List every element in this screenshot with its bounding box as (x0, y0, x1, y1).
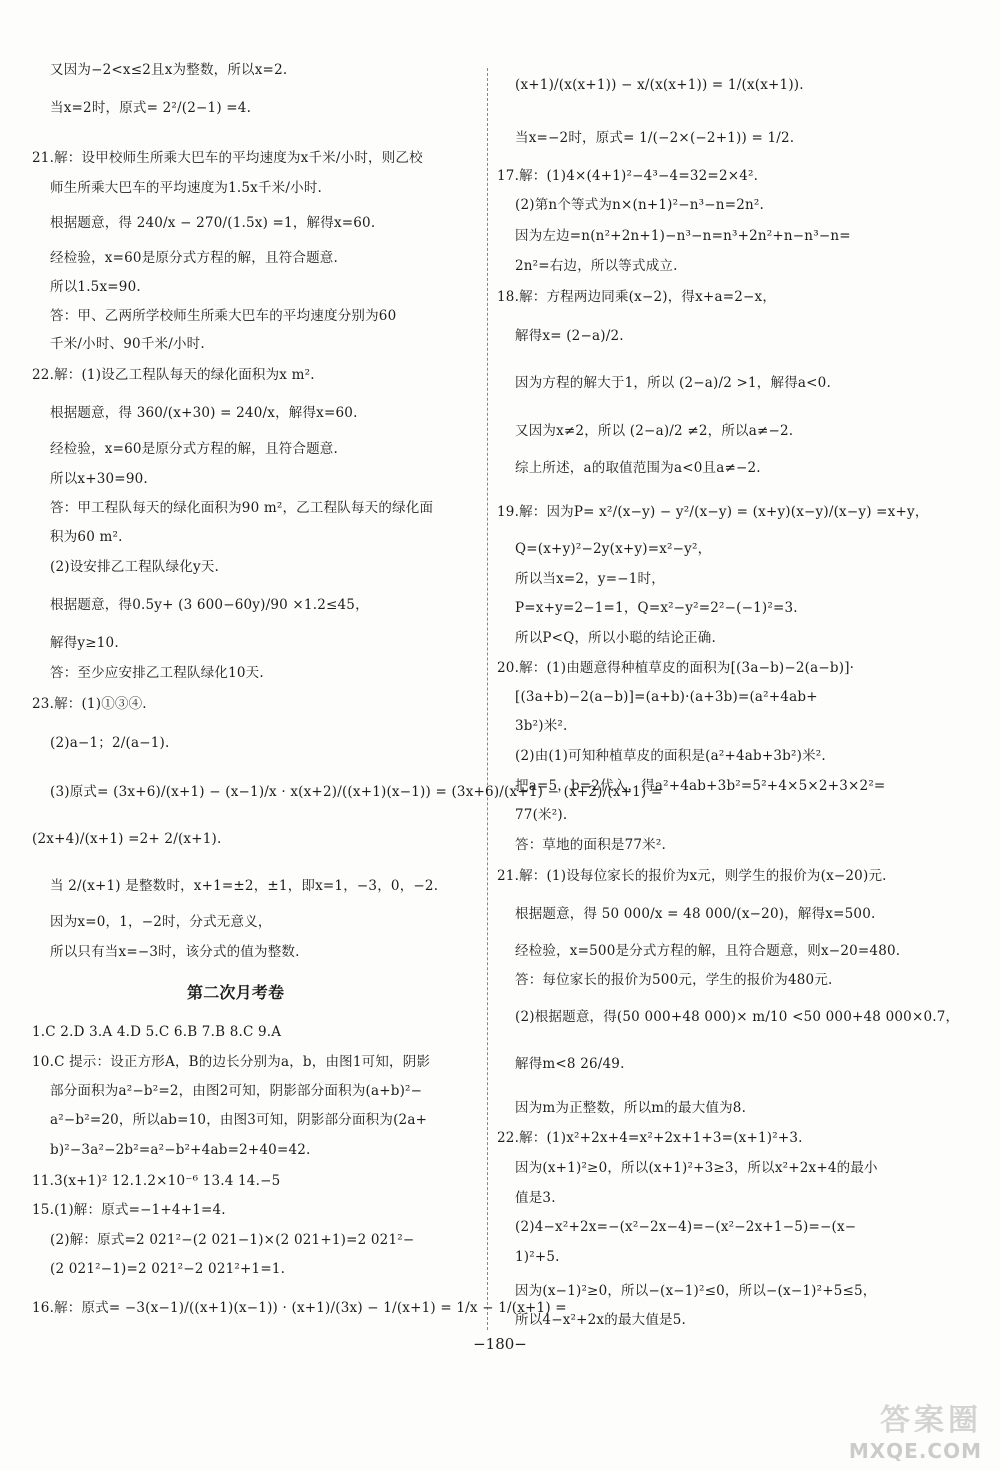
text-line: 因为左边=n(n²+2n+1)−n³−n=n³+2n²+n−n³−n= (515, 228, 851, 244)
text-line: 23.解：(1)①③④. (32, 696, 147, 712)
text-line: 所以只有当x=−3时，该分式的值为整数. (50, 944, 300, 960)
text-line: 所以1.5x=90. (50, 279, 141, 295)
text-line: (2)4−x²+2x=−(x²−2x−4)=−(x²−2x+1−5)=−(x− (515, 1219, 857, 1235)
text-line: 因为(x+1)²≥0，所以(x+1)²+3≥3，所以x²+2x+4的最小 (515, 1160, 878, 1176)
text-line: (2)a−1；2/(a−1). (50, 735, 170, 751)
text-line: (3)原式= (3x+6)/(x+1) − (x−1)/x · x(x+2)/((x+1)(x−1)) = (3x+6)/(x+1) − (x+2)/(x+1) = (50, 784, 663, 800)
text-line: 22.解：(1)设乙工程队每天的绿化面积为x m². (32, 367, 315, 383)
text-line: 所以当x=2，y=−1时， (515, 571, 665, 587)
text-line: 20.解：(1)由题意得种植草皮的面积为[(3a−b)−2(a−b)]· (497, 660, 855, 676)
text-line: 3b²)米². (515, 718, 568, 734)
text-line: 当x=−2时，原式= 1/(−2×(−2+1)) = 1/2. (515, 130, 795, 146)
text-line: a²−b²=20，所以ab=10，由图3可知，阴影部分面积为(2a+ (50, 1112, 428, 1128)
text-line: (2)解：原式=2 021²−(2 021−1)×(2 021+1)=2 021²− (50, 1232, 415, 1248)
text-line: 解得m<8 26/49. (515, 1056, 625, 1072)
column-divider (487, 68, 488, 1330)
text-line: 22.解：(1)x²+2x+4=x²+2x+1+3=(x+1)²+3. (497, 1130, 803, 1146)
text-line: 当 2/(x+1) 是整数时，x+1=±2，±1，即x=1，−3，0，−2. (50, 878, 439, 894)
text-line: 经检验，x=60是原分式方程的解，且符合题意. (50, 250, 338, 266)
text-line: 答：至少应安排乙工程队绿化10天. (50, 665, 264, 681)
text-line: 1)²+5. (515, 1249, 560, 1265)
text-line: 又因为−2<x≤2且x为整数，所以x=2. (50, 62, 288, 78)
text-line: 17.解：(1)4×(4+1)²−4³−4=32=2×4². (497, 168, 759, 184)
text-line: 值是3. (515, 1190, 556, 1206)
answer-line: 11.3(x+1)² 12.1.2×10⁻⁶ 13.4 14.−5 (32, 1173, 281, 1189)
text-line: b)²−3a²−2b²=a²−b²+4ab=2+40=42. (50, 1142, 311, 1158)
text-line: 10.C 提示：设正方形A，B的边长分别为a，b，由图1可知，阴影 (32, 1054, 431, 1070)
text-line: 根据题意，得 240/x − 270/(1.5x) =1，解得x=60. (50, 215, 376, 231)
text-line: 根据题意，得 360/(x+30) = 240/x，解得x=60. (50, 405, 358, 421)
text-line: 因为(x−1)²≥0，所以−(x−1)²≤0，所以−(x−1)²+5≤5， (515, 1283, 877, 1299)
text-line: 77(米²). (515, 807, 568, 823)
text-line: 因为x=0，1，−2时，分式无意义， (50, 914, 272, 930)
answer-line: 1.C 2.D 3.A 4.D 5.C 6.B 7.B 8.C 9.A (32, 1024, 282, 1040)
text-line: 16.解：原式= −3(x−1)/((x+1)(x−1)) · (x+1)/(3x) − 1/(x+1) = 1/x − 1/(x+1) = (32, 1300, 567, 1316)
watermark (804, 1395, 982, 1463)
text-line: 所以4−x²+2x的最大值是5. (515, 1312, 687, 1328)
text-line: (2)由(1)可知种植草皮的面积是(a²+4ab+3b²)米². (515, 748, 826, 764)
section-title: 第二次月考卷 (187, 983, 285, 1002)
text-line: (x+1)/(x(x+1)) − x/(x(x+1)) = 1/(x(x+1)). (515, 77, 804, 93)
text-line: 所以x+30=90. (50, 471, 148, 487)
text-line: 经检验，x=60是原分式方程的解，且符合题意. (50, 441, 338, 457)
text-line: (2)设安排乙工程队绿化y天. (50, 559, 220, 575)
watermark-logo: 答案圈 (880, 1403, 982, 1438)
text-line: 根据题意，得0.5y+ (3 600−60y)/90 ×1.2≤45， (50, 597, 369, 613)
text-line: 千米/小时、90千米/小时. (50, 336, 205, 352)
text-line: [(3a+b)−2(a−b)]=(a+b)·(a+3b)=(a²+4ab+ (515, 689, 818, 705)
text-line: 当x=2时，原式= 2²/(2−1) =4. (50, 100, 252, 116)
text-line: 解得y≥10. (50, 635, 119, 651)
text-line: 师生所乘大巴车的平均速度为1.5x千米/小时. (50, 180, 323, 196)
watermark-url: MXQE.COM (848, 1439, 982, 1463)
text-line: 因为方程的解大于1，所以 (2−a)/2 >1，解得a<0. (515, 375, 831, 391)
text-line: 因为m为正整数，所以m的最大值为8. (515, 1100, 747, 1116)
text-line: 根据题意，得 50 000/x = 48 000/(x−20)，解得x=500. (515, 906, 876, 922)
text-line: 综上所述，a的取值范围为a<0且a≠−2. (515, 460, 761, 476)
text-line: Q=(x+y)²−2y(x+y)=x²−y²， (515, 541, 712, 557)
text-line: 经检验，x=500是分式方程的解，且符合题意，则x−20=480. (515, 943, 901, 959)
text-line: 2n²=右边，所以等式成立. (515, 258, 678, 274)
text-line: 部分面积为a²−b²=2，由图2可知，阴影部分面积为(a+b)²− (50, 1083, 423, 1099)
text-line: 答：每位家长的报价为500元，学生的报价为480元. (515, 972, 833, 988)
text-line: 15.(1)解：原式=−1+4+1=4. (32, 1202, 226, 1218)
text-line: 又因为x≠2，所以 (2−a)/2 ≠2，所以a≠−2. (515, 423, 794, 439)
text-line: (2 021²−1)=2 021²−2 021²+1=1. (50, 1261, 286, 1277)
text-line: P=x+y=2−1=1，Q=x²−y²=2²−(−1)²=3. (515, 600, 798, 616)
text-line: (2x+4)/(x+1) =2+ 2/(x+1). (32, 831, 222, 847)
text-line: (2)第n个等式为n×(n+1)²−n³−n=2n². (515, 197, 764, 213)
page-number: −180− (473, 1335, 527, 1353)
text-line: 把a=5，b=2代入，得a²+4ab+3b²=5²+4×5×2+3×2²= (515, 778, 886, 794)
text-line: 答：草地的面积是77米². (515, 837, 666, 853)
text-line: 所以P<Q，所以小聪的结论正确. (515, 630, 716, 646)
text-line: 18.解：方程两边同乘(x−2)，得x+a=2−x， (497, 289, 777, 305)
text-line: 答：甲、乙两所学校师生所乘大巴车的平均速度分别为60 (50, 308, 397, 324)
text-line: 21.解：(1)设每位家长的报价为x元，则学生的报价为(x−20)元. (497, 868, 887, 884)
text-line: 解得x= (2−a)/2. (515, 328, 624, 344)
text-line: 答：甲工程队每天的绿化面积为90 m²，乙工程队每天的绿化面 (50, 500, 434, 516)
text-line: 19.解：因为P= x²/(x−y) − y²/(x−y) = (x+y)(x−y)/(x−y) =x+y， (497, 504, 929, 520)
text-line: 积为60 m². (50, 529, 123, 545)
text-line: 21.解：设甲校师生所乘大巴车的平均速度为x千米/小时，则乙校 (32, 150, 423, 166)
text-line: (2)根据题意，得(50 000+48 000)× m/10 <50 000+48 000×0.7， (515, 1009, 960, 1025)
